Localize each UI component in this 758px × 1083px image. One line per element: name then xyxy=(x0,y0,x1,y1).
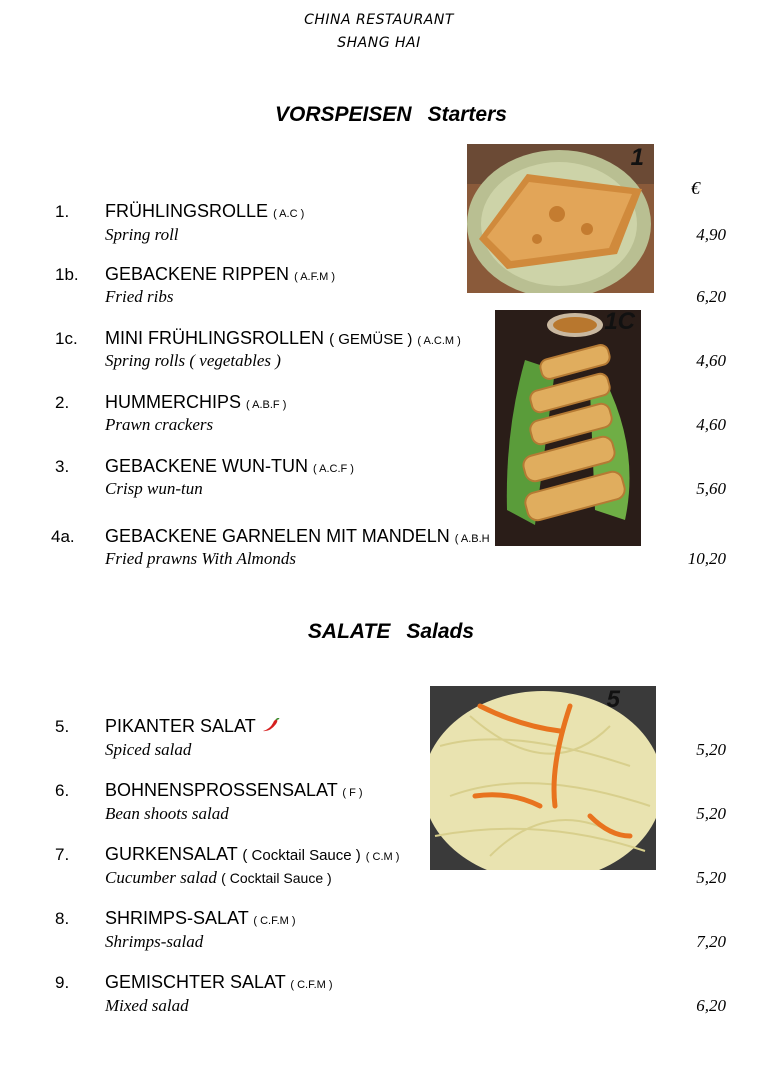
dish-name: FRÜHLINGSROLLE xyxy=(105,201,269,221)
item-price: 4,90 xyxy=(696,225,726,244)
item-number: 8. xyxy=(55,909,70,928)
item-number: 1. xyxy=(55,202,70,221)
item-desc-en xyxy=(105,868,332,888)
item-name-de xyxy=(105,456,354,477)
item-name-de xyxy=(105,972,333,993)
photo-label-5: 5 xyxy=(606,686,620,713)
photo-label-1: 1 xyxy=(630,144,644,171)
spring-roll-image xyxy=(467,144,654,293)
restaurant-name-line1: CHINA RESTAURANT xyxy=(304,12,454,28)
mini-spring-rolls-image xyxy=(495,310,641,546)
section-en: Salads xyxy=(406,620,475,643)
dish-desc: Cucumber salad xyxy=(105,868,217,887)
item-number: 6. xyxy=(55,781,70,800)
item-number: 1b. xyxy=(55,265,79,284)
section-title-salads xyxy=(0,620,758,644)
spiced-salad-image xyxy=(430,686,656,870)
dish-desc-extra: ( Cocktail Sauce ) xyxy=(221,870,332,886)
item-name-de xyxy=(105,264,335,285)
item-number: 3. xyxy=(55,457,70,476)
item-number: 9. xyxy=(55,973,70,992)
dish-name: GEBACKENE WUN-TUN xyxy=(105,456,309,476)
item-name-de xyxy=(105,908,296,929)
item-desc-en: Bean shoots salad xyxy=(105,804,229,823)
allergens: ( A.B.F ) xyxy=(246,399,287,411)
dish-name: SHRIMPS-SALAT xyxy=(105,908,249,928)
dish-name-extra: ( Cocktail Sauce ) xyxy=(242,847,361,864)
currency-symbol: € xyxy=(691,178,700,198)
restaurant-name-line2: SHANG HAI xyxy=(337,35,421,51)
item-desc-en: Crisp wun-tun xyxy=(105,479,203,498)
item-desc-en: Mixed salad xyxy=(105,996,189,1015)
item-price: 5,20 xyxy=(696,868,726,887)
allergens: ( C.F.M ) xyxy=(253,915,296,927)
item-price: 5,60 xyxy=(696,479,726,498)
section-de: VORSPEISEN xyxy=(275,103,412,126)
item-price: 7,20 xyxy=(696,932,726,951)
item-name-de xyxy=(105,392,286,413)
allergens: ( C.F.M ) xyxy=(290,979,333,991)
item-desc-en: Spiced salad xyxy=(105,740,192,759)
allergens: ( A.C ) xyxy=(273,208,305,220)
item-desc-en: Spring roll xyxy=(105,225,179,244)
section-title-starters xyxy=(0,103,758,127)
item-number: 2. xyxy=(55,393,70,412)
dish-name: GEMISCHTER SALAT xyxy=(105,972,286,992)
photo-spiced-salad xyxy=(430,686,656,870)
photo-mini-spring-rolls xyxy=(495,310,641,546)
item-desc-en: Shrimps-salad xyxy=(105,932,204,951)
section-de: SALATE xyxy=(307,620,391,643)
item-price: 5,20 xyxy=(696,804,726,823)
photo-spring-roll xyxy=(467,144,654,293)
chili-icon xyxy=(260,718,280,734)
item-number: 5. xyxy=(55,717,70,736)
allergens: ( C.M ) xyxy=(365,851,400,863)
dish-name-extra: ( GEMÜSE ) xyxy=(329,331,413,348)
item-number: 1c. xyxy=(55,329,78,348)
item-price: 10,20 xyxy=(687,549,726,568)
photo-label-1c: 1C xyxy=(604,310,635,335)
allergens: ( A.C.M ) xyxy=(417,335,461,347)
item-desc-en: Fried ribs xyxy=(105,287,174,306)
item-number: 7. xyxy=(55,845,70,864)
item-name-de xyxy=(105,201,304,222)
allergens: ( A.B.H xyxy=(454,533,490,545)
dish-name: BOHNENSPROSSENSALAT xyxy=(105,780,338,800)
dish-name: PIKANTER SALAT xyxy=(105,716,256,736)
item-desc-en: Spring rolls ( vegetables ) xyxy=(105,351,281,370)
item-price: 4,60 xyxy=(696,351,726,370)
dish-name: HUMMERCHIPS xyxy=(105,392,242,412)
dish-name: MINI FRÜHLINGSROLLEN xyxy=(105,328,325,348)
item-desc-en: Prawn crackers xyxy=(105,415,214,434)
item-name-de xyxy=(105,328,461,349)
item-desc-en: Fried prawns With Almonds xyxy=(105,549,296,568)
item-name-de xyxy=(105,844,399,865)
item-name-de xyxy=(105,780,363,801)
item-number: 4a. xyxy=(51,527,75,546)
dish-name: GURKENSALAT xyxy=(105,844,238,864)
item-price: 4,60 xyxy=(696,415,726,434)
dish-name: GEBACKENE RIPPEN xyxy=(105,264,290,284)
allergens: ( A.F.M ) xyxy=(294,271,336,283)
allergens: ( F ) xyxy=(342,787,363,799)
dish-name: GEBACKENE GARNELEN MIT MANDELN xyxy=(105,526,450,546)
section-en: Starters xyxy=(427,103,507,126)
item-price: 5,20 xyxy=(696,740,726,759)
allergens: ( A.C.F ) xyxy=(313,463,354,475)
item-name-de xyxy=(105,526,490,547)
item-price: 6,20 xyxy=(696,996,726,1015)
item-name-de xyxy=(105,716,280,737)
item-price: 6,20 xyxy=(696,287,726,306)
